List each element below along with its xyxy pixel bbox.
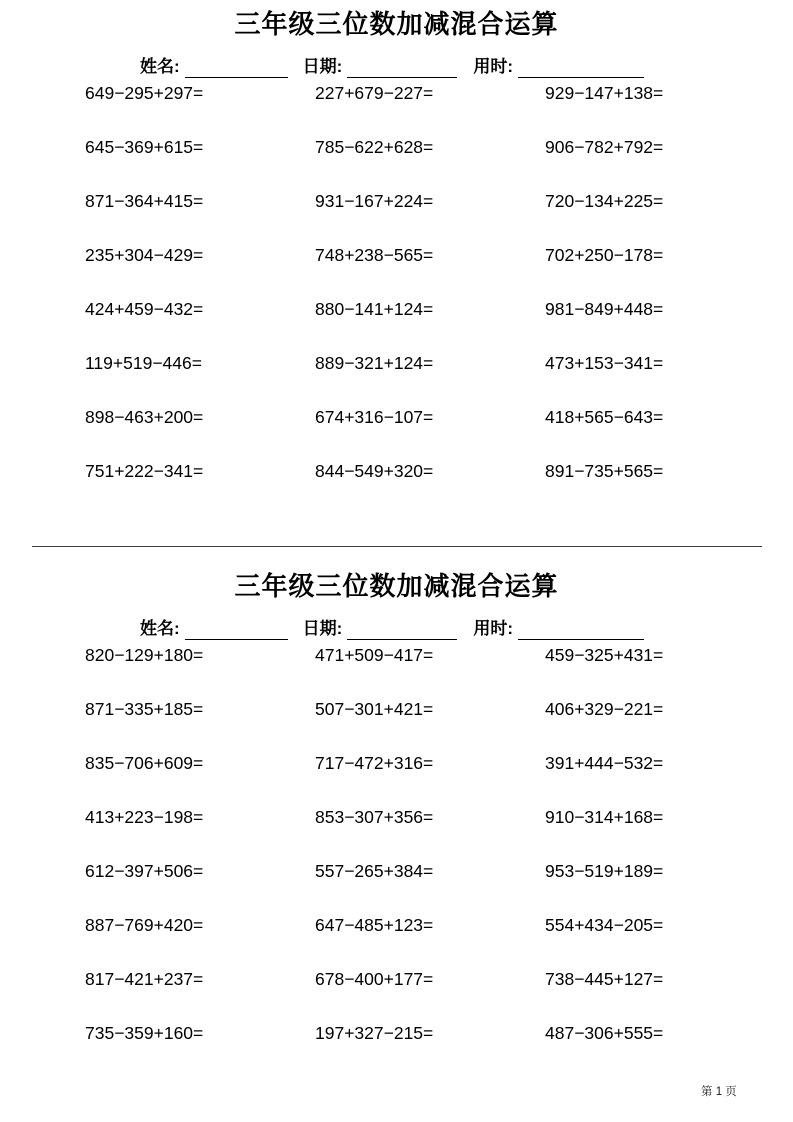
name-label: 姓名: <box>140 57 180 76</box>
time-label: 用时: <box>473 57 514 76</box>
date-label: 日期: <box>302 57 343 76</box>
meta-fields <box>140 614 793 640</box>
problem: 880−141+124= <box>315 299 434 319</box>
problem: 953−519+189= <box>545 861 664 881</box>
problem: 406+329−221= <box>545 699 664 719</box>
problem: 702+250−178= <box>545 245 664 265</box>
problem: 473+153−341= <box>545 353 664 373</box>
problem: 674+316−107= <box>315 407 434 427</box>
problem: 487−306+555= <box>545 1023 664 1043</box>
problem: 418+565−643= <box>545 407 664 427</box>
problem: 906−782+792= <box>545 137 664 157</box>
problem: 649−295+297= <box>85 83 204 103</box>
problem: 413+223−198= <box>85 807 204 827</box>
problem: 459−325+431= <box>545 645 664 665</box>
problem: 910−314+168= <box>545 807 664 827</box>
problem: 853−307+356= <box>315 807 434 827</box>
problem: 717−472+316= <box>315 753 434 773</box>
name-blank-line <box>185 621 288 640</box>
problem: 235+304−429= <box>85 245 204 265</box>
problem: 820−129+180= <box>85 645 204 665</box>
problem: 507−301+421= <box>315 699 434 719</box>
problem: 898−463+200= <box>85 407 204 427</box>
page-title: 三年级三位数加减混合运算 <box>234 571 559 601</box>
worksheet-section-2 <box>0 570 793 1077</box>
problem: 817−421+237= <box>85 969 204 989</box>
problem: 197+327−215= <box>315 1023 434 1043</box>
problem: 889−321+124= <box>315 353 434 373</box>
meta-fields <box>140 52 793 78</box>
problem: 647−485+123= <box>315 915 434 935</box>
problem: 720−134+225= <box>545 191 664 211</box>
page-number: 第 1 页 <box>701 1086 737 1098</box>
problem: 748+238−565= <box>315 245 434 265</box>
problem: 119+519−446= <box>85 353 202 373</box>
problem: 751+222−341= <box>85 461 204 481</box>
problem: 785−622+628= <box>315 137 434 157</box>
date-blank-line <box>347 621 457 640</box>
problem: 678−400+177= <box>315 969 434 989</box>
problem: 871−335+185= <box>85 699 204 719</box>
problem: 887−769+420= <box>85 915 204 935</box>
problem: 471+509−417= <box>315 645 434 665</box>
problem: 612−397+506= <box>85 861 204 881</box>
problem: 931−167+224= <box>315 191 434 211</box>
problem: 835−706+609= <box>85 753 204 773</box>
time-label: 用时: <box>473 619 514 638</box>
problem: 557−265+384= <box>315 861 434 881</box>
problem: 554+434−205= <box>545 915 664 935</box>
problem: 738−445+127= <box>545 969 664 989</box>
problem: 424+459−432= <box>85 299 204 319</box>
name-label: 姓名: <box>140 619 180 638</box>
problem: 391+444−532= <box>545 753 664 773</box>
section-divider <box>32 546 762 547</box>
time-blank-line <box>518 621 644 640</box>
page-title: 三年级三位数加减混合运算 <box>234 9 559 39</box>
problem: 844−549+320= <box>315 461 434 481</box>
problem: 929−147+138= <box>545 83 664 103</box>
date-label: 日期: <box>302 619 343 638</box>
time-blank-line <box>518 59 644 78</box>
date-blank-line <box>347 59 457 78</box>
problem: 891−735+565= <box>545 461 664 481</box>
problem: 645−369+615= <box>85 137 204 157</box>
problem: 871−364+415= <box>85 191 204 211</box>
problems-grid <box>85 645 793 1077</box>
name-blank-line <box>185 59 288 78</box>
problem: 981−849+448= <box>545 299 664 319</box>
problems-grid <box>85 83 793 515</box>
worksheet-section-1 <box>0 8 793 515</box>
problem: 735−359+160= <box>85 1023 204 1043</box>
problem: 227+679−227= <box>315 83 434 103</box>
